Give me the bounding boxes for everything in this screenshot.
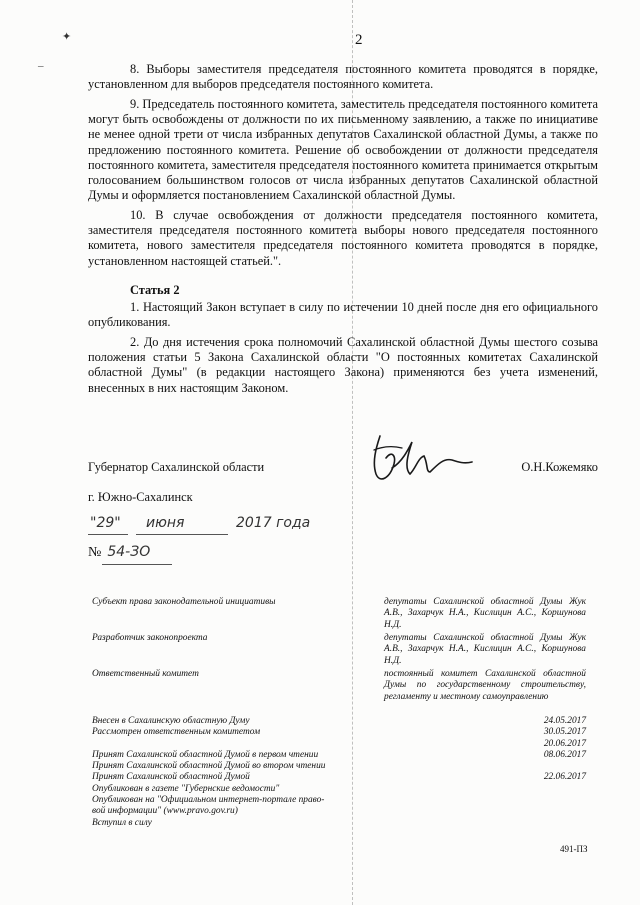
paragraph-10: 10. В случае освобождения от должности председателя постоянного комитета, заместителя председателя постоянного комитета выборы нового председателя постоянного комитета, нового заместителя председателя постоянного комитета проводятся в порядке, установленном настоящей статьей.". — [88, 208, 598, 268]
document-code: 491-ПЗ — [560, 844, 588, 854]
date-month: июня — [146, 515, 185, 531]
date-row: Принят Сахалинской областной Думой 22.06.2017 — [92, 772, 586, 783]
paragraph-8: 8. Выборы заместителя председателя постоянного комитета проводятся в порядке, установленном для выборов председателя постоянного комитета. — [88, 62, 598, 92]
legislative-dates — [92, 716, 586, 829]
date-year: 2017 года — [236, 515, 311, 531]
meta-value: депутаты Сахалинской областной Думы Жук А.В., Захарчук Н.А., Кислицин А.С., Коршунова Н.Д. — [384, 597, 586, 630]
date-row: Вступил в силу — [92, 817, 152, 828]
handwritten-signature — [368, 428, 478, 488]
meta-value: постоянный комитет Сахалинской областной Думы по государственному строительству, регламенту и местному самоуправлению — [384, 669, 586, 702]
meta-label: Субъект права законодательной инициативы — [92, 597, 276, 607]
law-text — [88, 62, 598, 400]
meta-committee — [92, 669, 586, 715]
number-underline — [102, 564, 172, 565]
article-2-heading: Статья 2 — [130, 282, 180, 297]
meta-label: Ответственный комитет — [92, 669, 199, 679]
article-2-paragraph-2: 2. До дня истечения срока полномочий Сахалинской областной Думы шестого созыва положения статьи 5 Закона Сахалинской области "О постоянных комитетах Сахалинской областной Думы" (в редакции настоящего Закона) применяются без учета изменений, внесенных в них настоящим Законом. — [88, 335, 598, 395]
scan-mark: ✦ — [62, 31, 72, 43]
scan-mark: – — [38, 60, 44, 72]
governor-name: О.Н.Кожемяко — [521, 460, 598, 474]
date-day: "29" — [90, 515, 121, 531]
date-row: Рассмотрен ответственным комитетом 30.05.2017 — [92, 727, 586, 738]
date-row: Внесен в Сахалинскую областную Думу 24.05.2017 — [92, 716, 586, 726]
governor-title: Губернатор Сахалинской области — [88, 460, 265, 474]
meta-developer — [92, 633, 586, 667]
signing-city: г. Южно-Сахалинск — [88, 490, 193, 504]
law-number-value: 54-ЗО — [107, 544, 151, 560]
date-row: 20.06.2017 — [543, 738, 586, 749]
law-number — [88, 544, 178, 561]
meta-label: Разработчик законопроекта — [92, 633, 208, 643]
meta-initiator — [92, 597, 586, 631]
meta-value: депутаты Сахалинской областной Думы Жук А.В., Захарчук Н.А., Кислицин А.С., Коршунова Н.Д. — [384, 633, 586, 666]
paragraph-9: 9. Председатель постоянного комитета, заместитель председателя постоянного комитета могут быть освобождены от должности по их письменному заявлению, а также по инициативе не менее одной трети от числа избранных депутатов Сахалинской областной Думы, а также по предложению постоянного комитета. Решение об освобождении от должности председателя постоянного комитета, заместителя председателя постоянного комитета принимается открытым голосованием большинством голосов от числа избранных депутатов Сахалинской областной Думы и оформляется постановлением Сахалинской областной Думы. — [88, 97, 598, 203]
date-underline — [136, 534, 228, 535]
signature-block — [88, 458, 598, 486]
date-row: Опубликован в газете "Губернские ведомости" — [92, 783, 280, 794]
date-row: вой информации" (www.pravo.gov.ru) — [92, 806, 238, 817]
law-number-label: № — [88, 545, 102, 560]
date-row: Принят Сахалинской областной Думой в первом чтении 08.06.2017 — [92, 749, 586, 760]
signing-date — [88, 515, 348, 537]
page-number: 2 — [355, 32, 363, 48]
date-row: Опубликован на "Официальном интернет-портале право- — [92, 795, 325, 806]
date-row: Принят Сахалинской областной Думой во втором чтении — [92, 761, 326, 772]
date-underline — [88, 534, 128, 535]
article-2-paragraph-1: 1. Настоящий Закон вступает в силу по истечении 10 дней после дня его официального опубликования. — [88, 300, 598, 330]
